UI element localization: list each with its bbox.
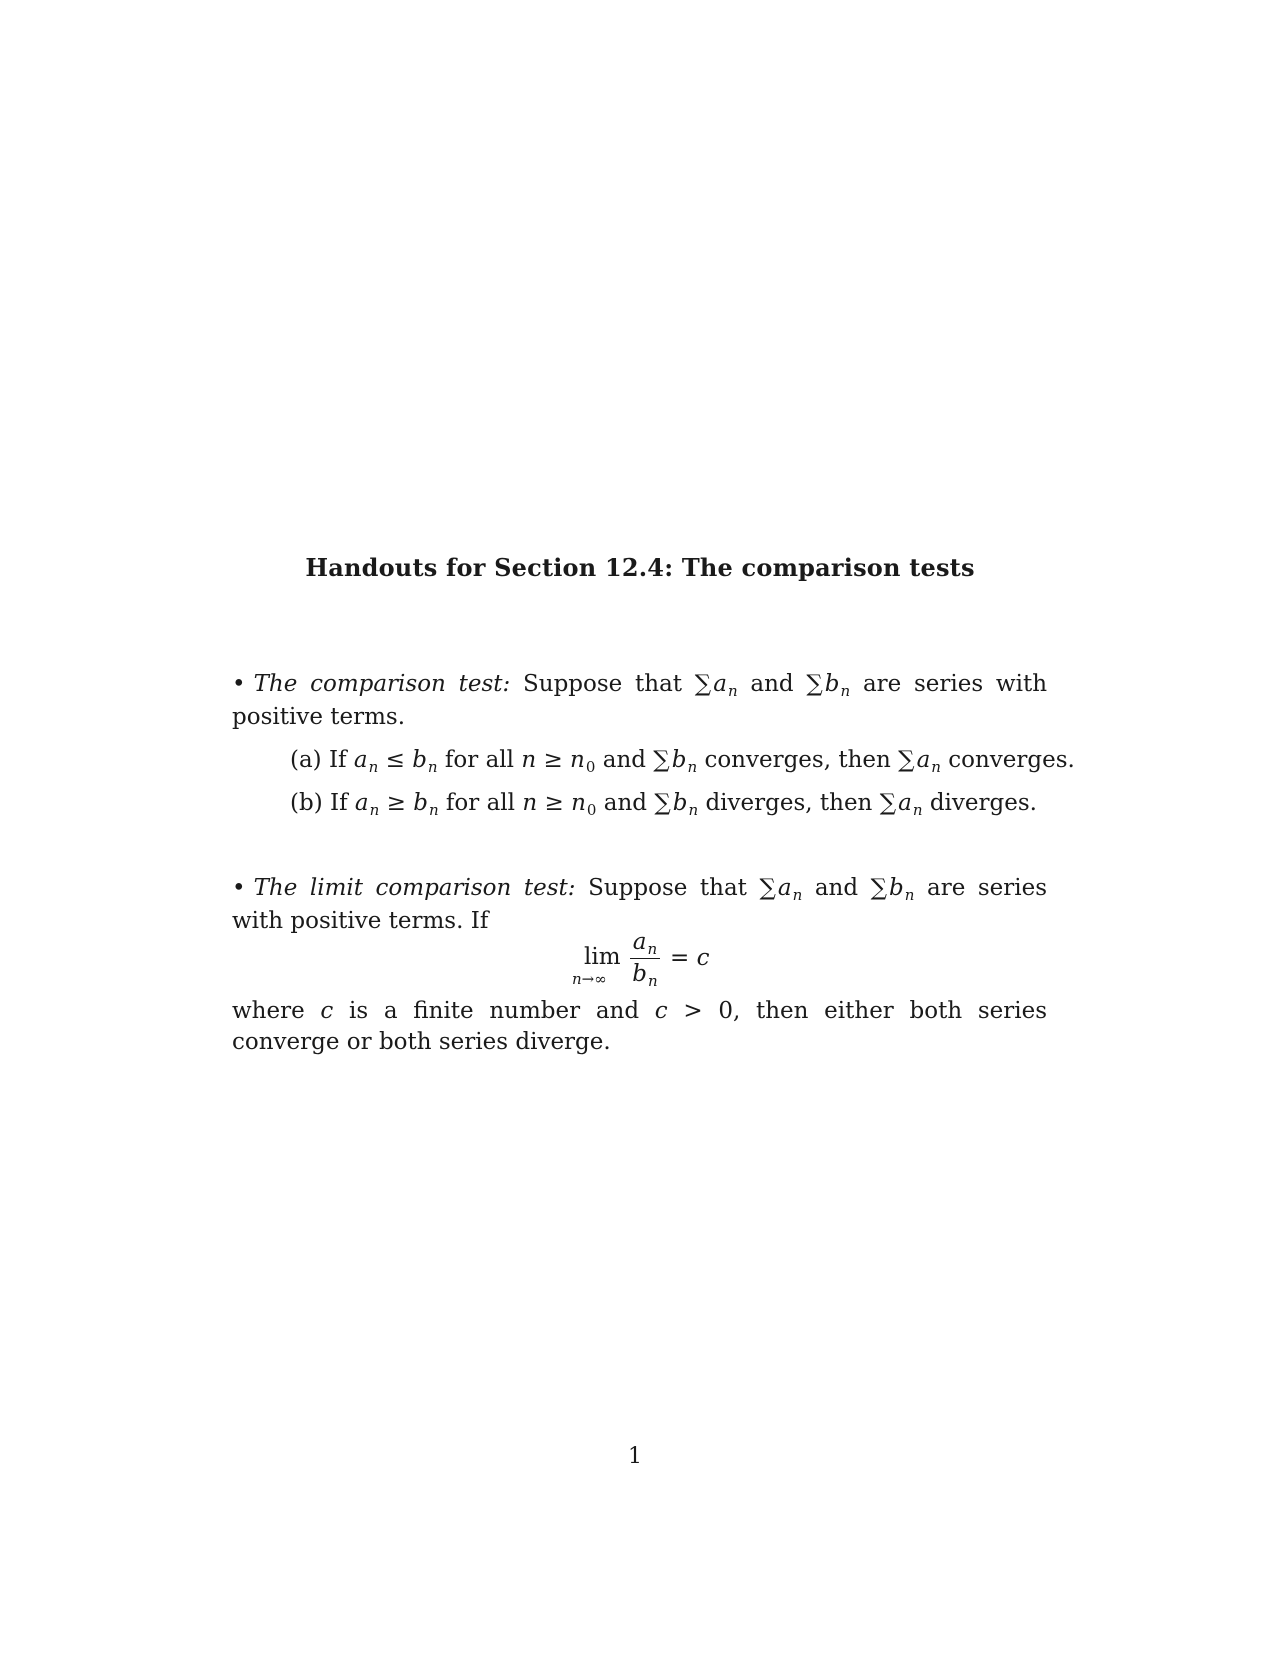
math-b: b — [412, 747, 427, 773]
math-c: c — [654, 998, 668, 1024]
math-a: a — [353, 747, 368, 773]
sigma-symbol: ∑ — [898, 747, 915, 773]
math-b: b — [413, 790, 428, 816]
fraction-numerator — [630, 929, 660, 957]
math-a: a — [898, 790, 912, 816]
math-n0: n — [571, 790, 586, 816]
comparison-test-name: The comparison test: — [253, 671, 511, 697]
and-text: and — [603, 790, 647, 816]
math-b: b — [824, 671, 840, 697]
relation-geq: ≥ — [386, 790, 406, 816]
bullet-icon: • — [232, 671, 246, 697]
math-a: a — [632, 929, 647, 955]
subscript-n: n — [369, 801, 380, 819]
equals-c: = c — [670, 945, 710, 971]
math-b: b — [671, 747, 687, 773]
diverges-then-text: diverges, then — [705, 790, 873, 816]
limit-and: and — [814, 875, 859, 901]
and-text: and — [602, 747, 646, 773]
for-all-text: for all — [445, 790, 516, 816]
limit-formula — [572, 929, 722, 989]
subscript-n: n — [904, 886, 915, 904]
subscript-n: n — [687, 758, 698, 776]
limit-intro-2: are series with positive terms. If — [232, 875, 1048, 934]
sigma-symbol: ∑ — [879, 790, 897, 816]
math-a: a — [916, 747, 931, 773]
sigma-symbol: ∑ — [870, 875, 888, 901]
math-a: a — [354, 790, 369, 816]
fraction-bar — [630, 958, 660, 959]
fraction-denominator — [630, 962, 660, 988]
ratio-fraction — [630, 929, 660, 988]
subscript-n: n — [912, 801, 923, 819]
subscript-n: n — [648, 972, 658, 990]
sigma-symbol: ∑ — [694, 671, 712, 697]
where-text: where — [232, 998, 305, 1024]
math-n: n — [522, 790, 538, 816]
sigma-symbol: ∑ — [654, 790, 671, 816]
math-b: b — [672, 790, 688, 816]
converges-text: converges. — [948, 747, 1075, 773]
comparison-item-a — [290, 745, 1075, 778]
finite-number-text: is a finite number and — [349, 998, 640, 1024]
sigma-symbol: ∑ — [806, 671, 823, 697]
math-n0: n — [570, 747, 585, 773]
sigma-symbol: ∑ — [759, 875, 776, 901]
subscript-n: n — [931, 758, 941, 776]
subscript-n: n — [428, 801, 439, 819]
lim-subscript: n→∞ — [572, 970, 607, 988]
diverges-text: diverges. — [929, 790, 1037, 816]
subscript-n: n — [427, 758, 438, 776]
page-title: Handouts for Section 12.4: The comparison tests — [305, 553, 975, 582]
math-b: b — [889, 875, 904, 901]
subscript-n: n — [368, 758, 379, 776]
limit-intro: Suppose that — [588, 875, 747, 901]
relation-leq: ≤ — [385, 747, 405, 773]
comparison-intro-2: are series with positive terms. — [232, 671, 1048, 730]
limit-comparison-paragraph — [232, 873, 1047, 937]
relation-geq: ≥ — [544, 790, 564, 816]
comparison-and: and — [750, 671, 794, 697]
subscript-0: 0 — [586, 801, 597, 819]
subscript-n: n — [688, 801, 699, 819]
sigma-symbol: ∑ — [653, 747, 670, 773]
item-a-label: (a) If — [290, 747, 347, 773]
math-a: a — [713, 671, 727, 697]
for-all-text: for all — [444, 747, 514, 773]
subscript-0: 0 — [585, 758, 596, 776]
subscript-n: n — [647, 940, 658, 958]
limit-conclusion-paragraph — [232, 996, 1047, 1058]
math-c: c — [320, 998, 334, 1024]
math-n: n — [521, 747, 537, 773]
subscript-n: n — [727, 682, 738, 700]
item-b-label: (b) If — [290, 790, 348, 816]
comparison-item-b — [290, 788, 1037, 821]
comparison-intro: Suppose that — [523, 671, 683, 697]
lim-operator: lim — [584, 944, 621, 970]
limit-comparison-test-name: The limit comparison test: — [253, 875, 576, 901]
page-number: 1 — [628, 1444, 642, 1469]
comparison-test-paragraph — [232, 669, 1047, 733]
relation-geq: ≥ — [543, 747, 563, 773]
bullet-icon: • — [232, 875, 246, 901]
subscript-n: n — [792, 886, 803, 904]
math-a: a — [777, 875, 792, 901]
subscript-n: n — [840, 682, 851, 700]
math-b: b — [632, 961, 648, 987]
converges-then-text: converges, then — [704, 747, 891, 773]
conclusion-text: > 0, then either both series converge or both series diverge. — [232, 998, 1048, 1055]
